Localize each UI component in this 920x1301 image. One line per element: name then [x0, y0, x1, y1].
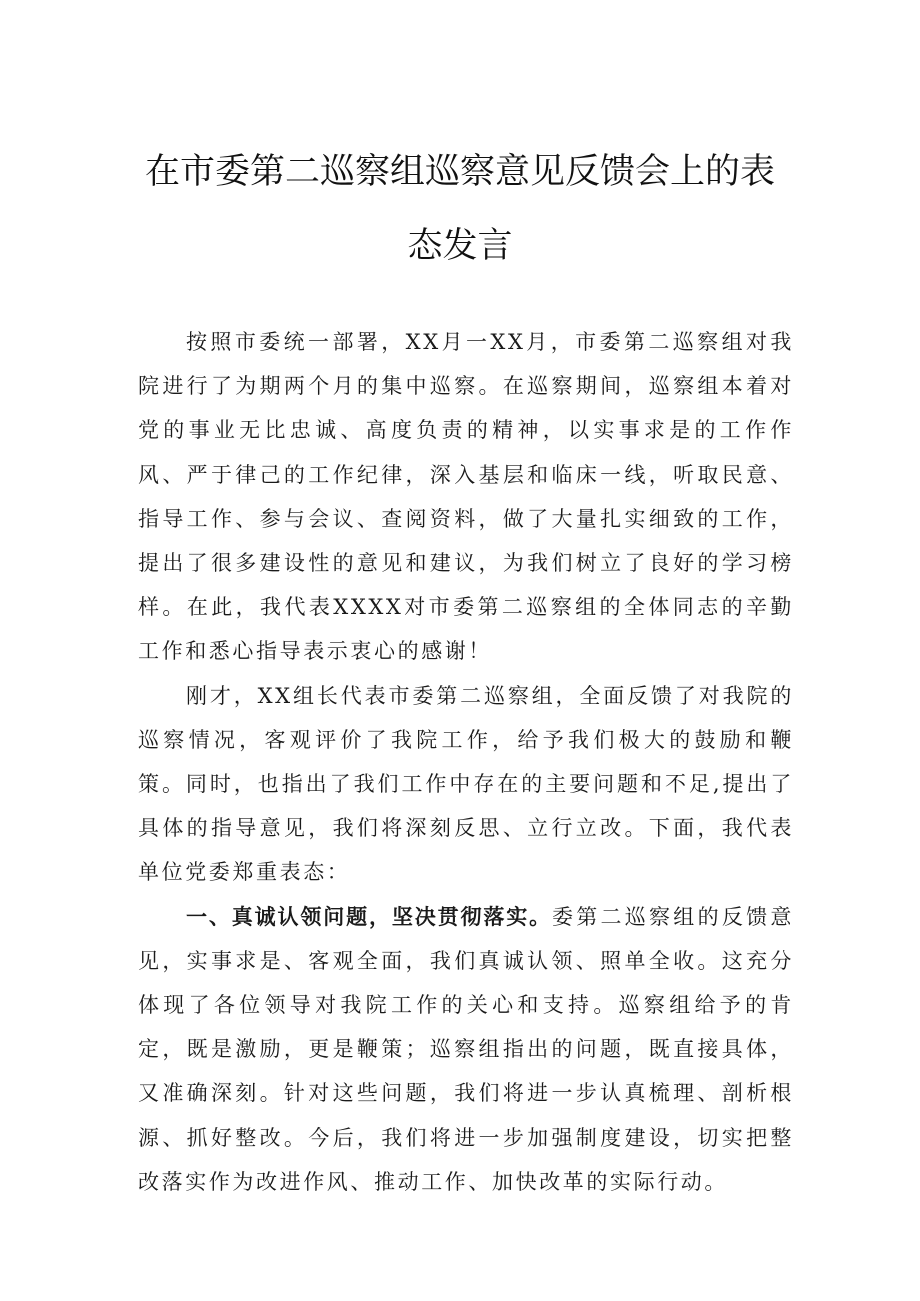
paragraph-3 — [138, 895, 794, 1204]
paragraph-3-text: 委第二巡察组的反馈意见，实事求是、客观全面，我们真诚认领、照单全收。这充分体现了各位领导对我院工作的关心和支持。巡察组给予的肯定，既是激励，更是鞭策；巡察组指出的问题，既直接具体，又准确深刻。针对这些问题，我们将进一步认真梳理、剖析根源、抓好整改。今后，我们将进一步加强制度建设，切实把整改落实作为改进作风、推动工作、加快改革的实际行动。 — [138, 904, 794, 1194]
paragraph-1-text: 按照市委统一部署，XX月一XX月，市委第二巡察组对我院进行了为期两个月的集中巡察。在巡察期间，巡察组本着对党的事业无比忠诚、高度负责的精神，以实事求是的工作作风、严于律己的工作纪律，深入基层和临床一线，听取民意、指导工作、参与会议、查阅资料，做了大量扎实细致的工作，提出了很多建设性的意见和建议，为我们树立了良好的学习榜样。在此，我代表XXXX对市委第二巡察组的全体同志的辛勤工作和悉心指导表示衷心的感谢！ — [138, 330, 794, 664]
document-title-line-2: 态发言 — [407, 226, 513, 266]
paragraph-1 — [138, 320, 794, 674]
paragraph-3-heading: 一、真诚认领问题，坚决贯彻落实。 — [186, 904, 552, 929]
document-title-line-1: 在市委第二巡察组巡察意见反馈会上的表 — [144, 152, 775, 192]
document-body — [138, 320, 794, 1204]
paragraph-2-text: 刚才，XX组长代表市委第二巡察组，全面反馈了对我院的巡察情况，客观评价了我院工作，给予我们极大的鼓励和鞭策。同时，也指出了我们工作中存在的主要问题和不足,提出了具体的指导意见，我们将深刻反思、立行立改。下面，我代表单位党委郑重表态： — [138, 683, 794, 885]
paragraph-2 — [138, 674, 794, 895]
